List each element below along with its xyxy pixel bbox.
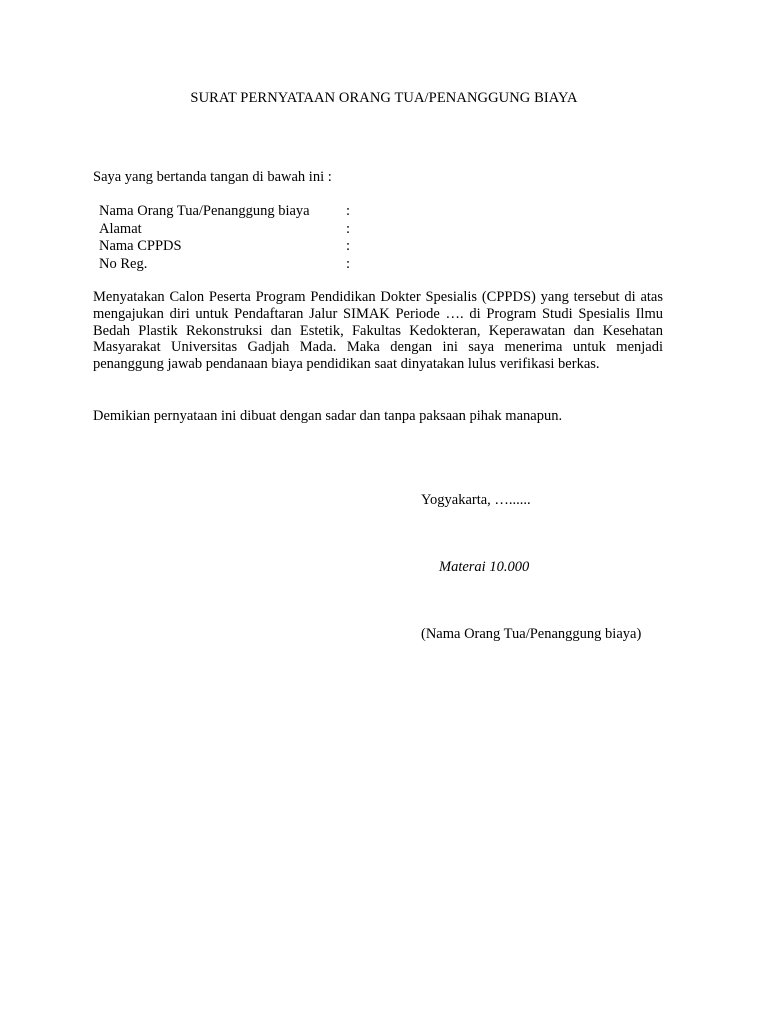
field-label: Nama Orang Tua/Penanggung biaya bbox=[99, 203, 310, 219]
document-title: SURAT PERNYATAAN ORANG TUA/PENANGGUNG BIAYA bbox=[190, 90, 578, 106]
identity-fields bbox=[99, 203, 359, 273]
field-row-parent-name bbox=[99, 203, 359, 221]
field-row-address bbox=[99, 221, 359, 239]
closing-statement: Demikian pernyataan ini dibuat dengan sadar dan tanpa paksaan pihak manapun. bbox=[93, 408, 563, 424]
field-row-reg-number bbox=[99, 256, 359, 274]
field-colon: : bbox=[346, 203, 351, 219]
field-row-cppds-name bbox=[99, 238, 359, 256]
field-colon: : bbox=[346, 238, 351, 254]
field-colon: : bbox=[346, 220, 351, 237]
field-colon: : bbox=[346, 255, 351, 272]
intro-text: Saya yang bertanda tangan di bawah ini : bbox=[93, 169, 332, 185]
field-label: Alamat bbox=[99, 220, 142, 237]
stamp-duty-note: Materai 10.000 bbox=[439, 559, 530, 575]
signer-name: (Nama Orang Tua/Penanggung biaya) bbox=[421, 626, 642, 642]
field-label: No Reg. bbox=[99, 255, 148, 272]
field-label: Nama CPPDS bbox=[99, 238, 182, 254]
place-date: Yogyakarta, …...... bbox=[421, 492, 531, 508]
statement-paragraph: Menyatakan Calon Peserta Program Pendidikan Dokter Spesialis (CPPDS) yang tersebut di atas mengajukan diri untuk Pendaftaran Jalur SIMAK Periode …. di Program Studi Spesialis Ilmu Bedah Plastik Rekonstruksi dan Estetik, Fakultas Kedokteran, Keperawatan dan Kesehatan Masyarakat Universitas Gadjah Mada. Maka dengan ini saya menerima untuk menjadi penanggung jawab pendanaan biaya pendidikan saat dinyatakan lulus verifikasi berkas. bbox=[93, 289, 663, 373]
